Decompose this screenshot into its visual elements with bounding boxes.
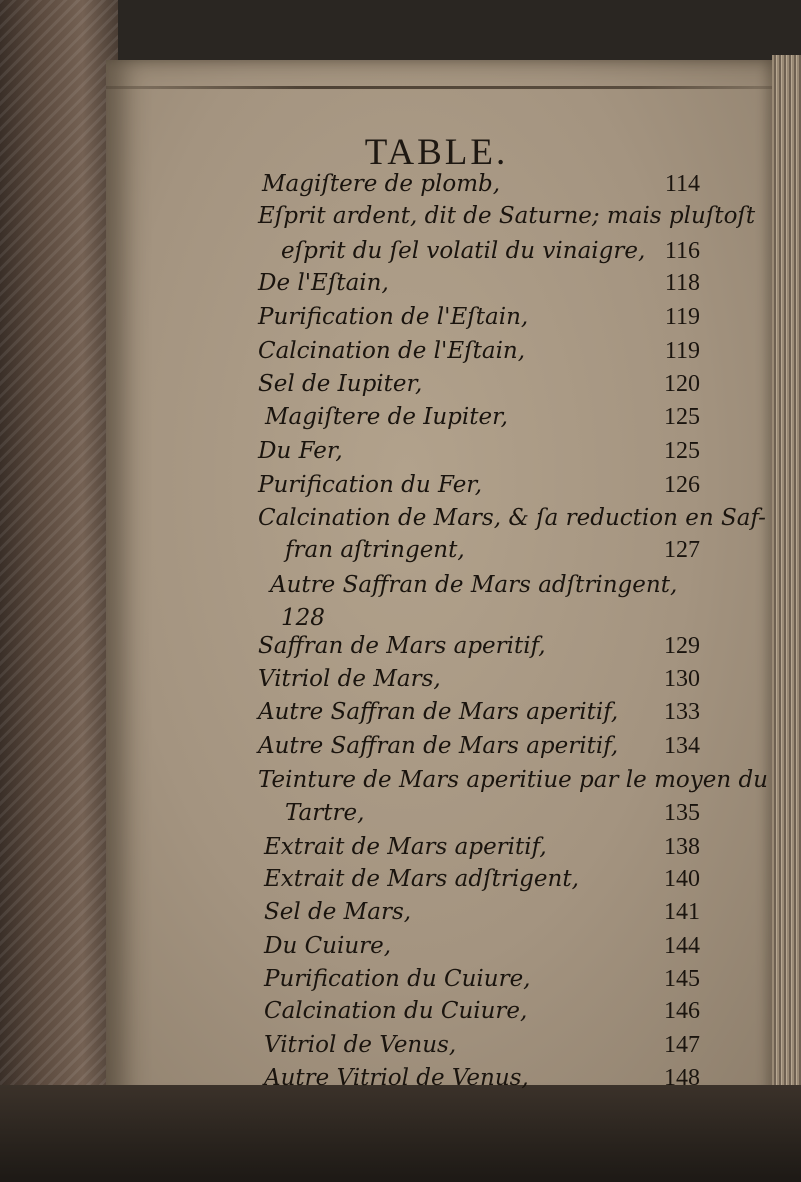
toc-entry (0, 797, 801, 833)
toc-entry (0, 267, 801, 303)
entry-page: 148 (664, 1065, 700, 1091)
entry-title: Sel de Mars, (264, 899, 412, 925)
entry-page: 116 (664, 238, 700, 264)
entry-title: Magiſtere de plomb, (262, 171, 501, 197)
toc-entry (0, 930, 801, 966)
toc-entry (0, 896, 801, 932)
entry-title: eſprit du ſel volatil du vinaigre, (281, 238, 646, 264)
toc-entry (0, 301, 801, 337)
entry-title: Autre Saffran de Mars aperitif, (258, 733, 619, 759)
entry-title: Purification du Cuiure, (264, 966, 531, 992)
entry-page: 134 (664, 733, 700, 759)
toc-entry (0, 1062, 801, 1098)
entry-page: 129 (664, 633, 700, 659)
entry-title: Calcination du Cuiure, (264, 998, 528, 1024)
entry-page: 140 (664, 866, 700, 892)
toc-entry (0, 630, 801, 666)
toc-entry (0, 368, 801, 404)
entry-title: Vitriol de Mars, (258, 666, 441, 692)
entry-title: Calcination de l'Eſtain, (258, 338, 526, 364)
entry-title: Du Cuiure, (264, 933, 392, 959)
entry-page: 141 (664, 899, 700, 925)
entry-page: 146 (664, 998, 700, 1024)
entry-title: 128 (281, 605, 325, 631)
entry-title: Saffran de Mars aperitif, (258, 633, 546, 659)
entry-page: 135 (664, 800, 700, 826)
toc-entry (0, 569, 801, 605)
entry-title: fran aſtringent, (285, 537, 465, 563)
entry-page: 145 (664, 966, 700, 992)
toc-entry (0, 335, 801, 371)
toc-entry (0, 663, 801, 699)
entry-page: 138 (664, 834, 700, 860)
entry-page: 125 (664, 438, 700, 464)
toc-entry (0, 1029, 801, 1065)
toc-entry (0, 469, 801, 505)
entry-page: 126 (664, 472, 700, 498)
toc-entry (0, 696, 801, 732)
entry-title: Autre Vitriol de Venus, (264, 1065, 529, 1091)
entry-page: 144 (664, 933, 700, 959)
page-header: TABLE. (364, 132, 509, 173)
entry-page: 119 (664, 304, 700, 330)
toc-entry (0, 235, 801, 271)
entry-title: Autre Saffran de Mars aperitif, (258, 699, 619, 725)
toc-entry (0, 995, 801, 1031)
bottom-shadow (0, 1085, 801, 1182)
entry-page: 133 (664, 699, 700, 725)
entry-page: 127 (664, 537, 700, 563)
toc-entry (0, 534, 801, 570)
toc-entry (0, 200, 801, 236)
entry-page: 114 (664, 171, 700, 197)
entry-title: Purification de l'Eſtain, (258, 304, 529, 330)
toc-entry (0, 401, 801, 437)
entry-title: Autre Saffran de Mars adſtringent, (270, 572, 678, 598)
entry-page: 125 (664, 404, 700, 430)
entry-title: Tartre, (285, 800, 365, 826)
entry-page: 147 (664, 1032, 700, 1058)
entry-title: Extrait de Mars aperitif, (264, 834, 547, 860)
entry-page: 119 (664, 338, 700, 364)
toc-entry (0, 168, 801, 204)
entry-title: Eſprit ardent, dit de Saturne; mais pluſtoſt (258, 203, 756, 229)
entry-title: Calcination de Mars, & ſa reduction en Saf- (258, 505, 766, 531)
entry-page: 130 (664, 666, 700, 692)
toc-entry (0, 764, 801, 800)
entry-title: Du Fer, (258, 438, 343, 464)
toc-entry (0, 831, 801, 867)
entry-title: Magiſtere de Iupiter, (265, 404, 508, 430)
entry-title: Vitriol de Venus, (264, 1032, 457, 1058)
toc-entry (0, 730, 801, 766)
entry-title: Extrait de Mars adſtrigent, (264, 866, 579, 892)
entry-page: 120 (664, 371, 700, 397)
entry-title: De l'Eſtain, (258, 270, 389, 296)
entry-page: 118 (664, 270, 700, 296)
entry-title: Purification du Fer, (258, 472, 483, 498)
header-rule (106, 86, 772, 89)
entry-title: Sel de Iupiter, (258, 371, 423, 397)
toc-entry (0, 502, 801, 538)
entry-title: Teinture de Mars aperitiue par le moyen du (258, 767, 768, 793)
toc-entry (0, 963, 801, 999)
toc-entry (0, 435, 801, 471)
toc-entry (0, 863, 801, 899)
